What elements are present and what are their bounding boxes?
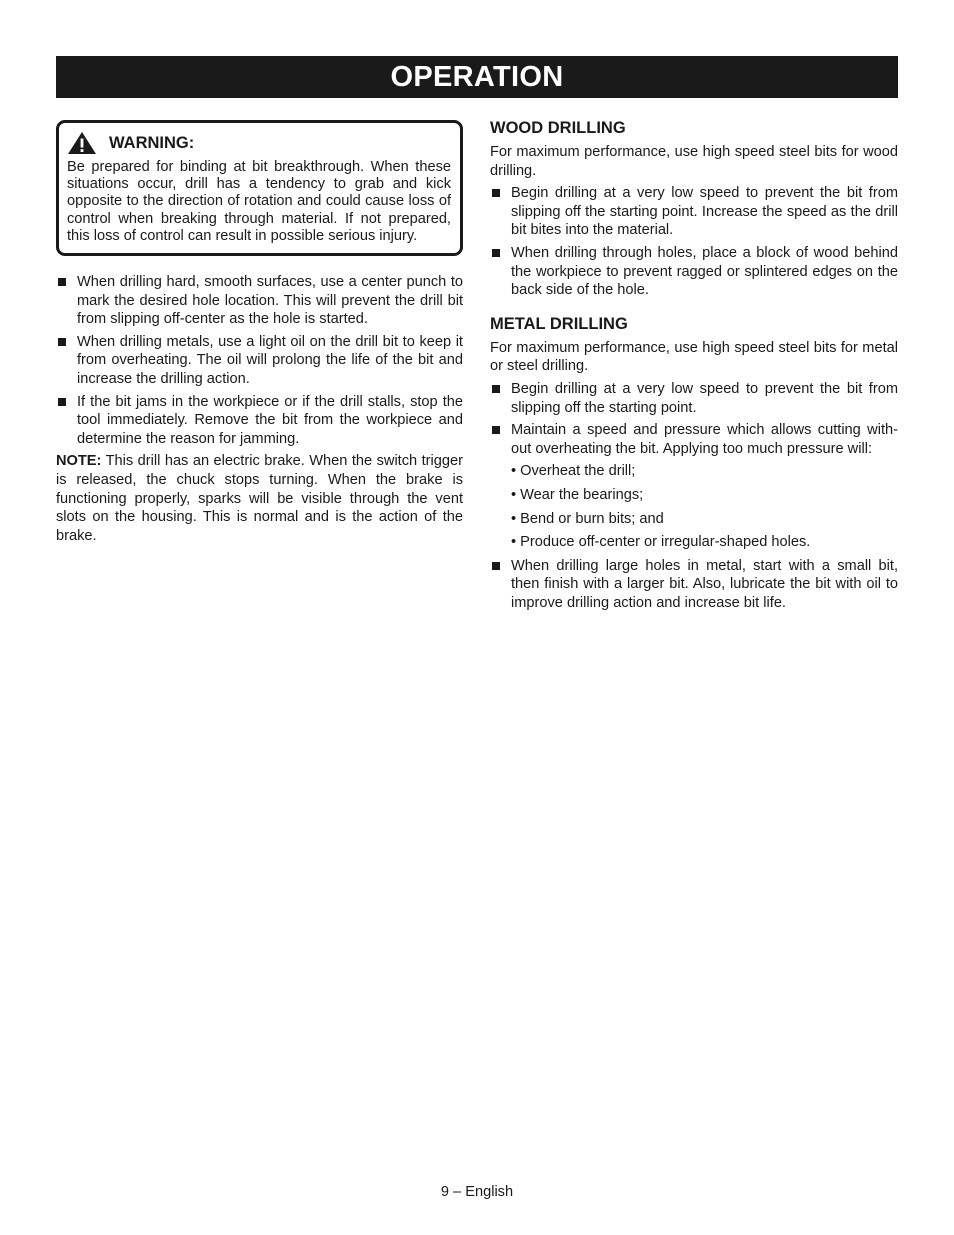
list-item-text: When drilling through holes, place a block of wood behind the workpiece to prevent ragged or splintered edges on the back side of the hole. [511, 244, 898, 299]
note-label: NOTE: [56, 453, 102, 470]
list-item [490, 184, 898, 240]
square-bullet-icon [492, 426, 500, 434]
square-bullet-icon [492, 385, 500, 393]
list-item [490, 557, 898, 613]
metal-drilling-intro: For maximum performance, use high speed steel bits for metal or steel drilling. [490, 339, 898, 375]
warning-box [56, 120, 463, 256]
list-item-text: Begin drilling at a very low speed to prevent the bit from slipping off the starting point. Increase the speed as the drill bit bites into the material. [511, 185, 898, 239]
warning-triangle-icon [67, 131, 97, 155]
list-item [490, 380, 898, 417]
warning-title: WARNING: [109, 133, 195, 152]
list-item [56, 393, 463, 449]
warning-text: Be prepared for binding at bit breakthrough. When these situations occur, drill has a tendency to grab and kick opposite to the direction of rotation and could cause loss of control when breaking through material. If not prepared, this loss of control can result in possible serious injury. [67, 159, 451, 244]
sub-list-item: • Produce off-center or irregular-shaped holes. [511, 534, 811, 551]
list-item-text: Maintain a speed and pressure which allows cutting with-out overheating the bit. Applying too much pressure will: [511, 422, 898, 457]
sub-list-item: • Overheat the drill; [511, 463, 636, 480]
square-bullet-icon [492, 249, 500, 257]
list-item [490, 244, 898, 300]
list-item-text: When drilling metals, use a light oil on the drill bit to keep it from overheating. The oil will prolong the life of the bit and increase the drilling action. [77, 333, 463, 387]
square-bullet-icon [492, 562, 500, 570]
note-text: This drill has an electric brake. When the switch trigger is released, the chuck stops turning. When the brake is functioning properly, sparks will be visible through the vent slots on the housing. This is normal and is the action of the brake. [56, 453, 463, 544]
list-item-text: When drilling large holes in metal, start with a small bit, then finish with a larger bit. Also, lubricate the bit with oil to improve drilling action and increase bit life. [511, 557, 898, 611]
square-bullet-icon [58, 278, 66, 286]
left-column [56, 118, 463, 545]
square-bullet-icon [492, 189, 500, 197]
list-item-text: Begin drilling at a very low speed to prevent the bit from slipping off the starting point. [511, 380, 898, 416]
list-item [56, 273, 463, 329]
metal-drilling-heading: METAL DRILLING [490, 314, 628, 333]
wood-drilling-heading: WOOD DRILLING [490, 119, 626, 137]
sub-list-item: • Wear the bearings; [511, 486, 644, 503]
list-item-text: If the bit jams in the workpiece or if the drill stalls, stop the tool immediately. Remove the bit from the workpiece and determine the reason for jamming. [77, 393, 463, 447]
list-item-text: When drilling hard, smooth surfaces, use a center punch to mark the desired hole location. This will prevent the drill bit from slipping off-center as the hole is started. [77, 274, 463, 328]
page-title: OPERATION [56, 56, 898, 98]
sub-list-item: • Bend or burn bits; and [511, 510, 664, 527]
list-item [56, 333, 463, 389]
page-footer: 9 – English [440, 1184, 514, 1200]
right-column [490, 118, 898, 616]
square-bullet-icon [58, 398, 66, 406]
square-bullet-icon [58, 338, 66, 346]
wood-drilling-intro: For maximum performance, use high speed steel bits for wood drilling. [490, 144, 898, 179]
list-item [490, 421, 898, 458]
warning-header [67, 131, 451, 155]
note-paragraph [56, 452, 463, 545]
